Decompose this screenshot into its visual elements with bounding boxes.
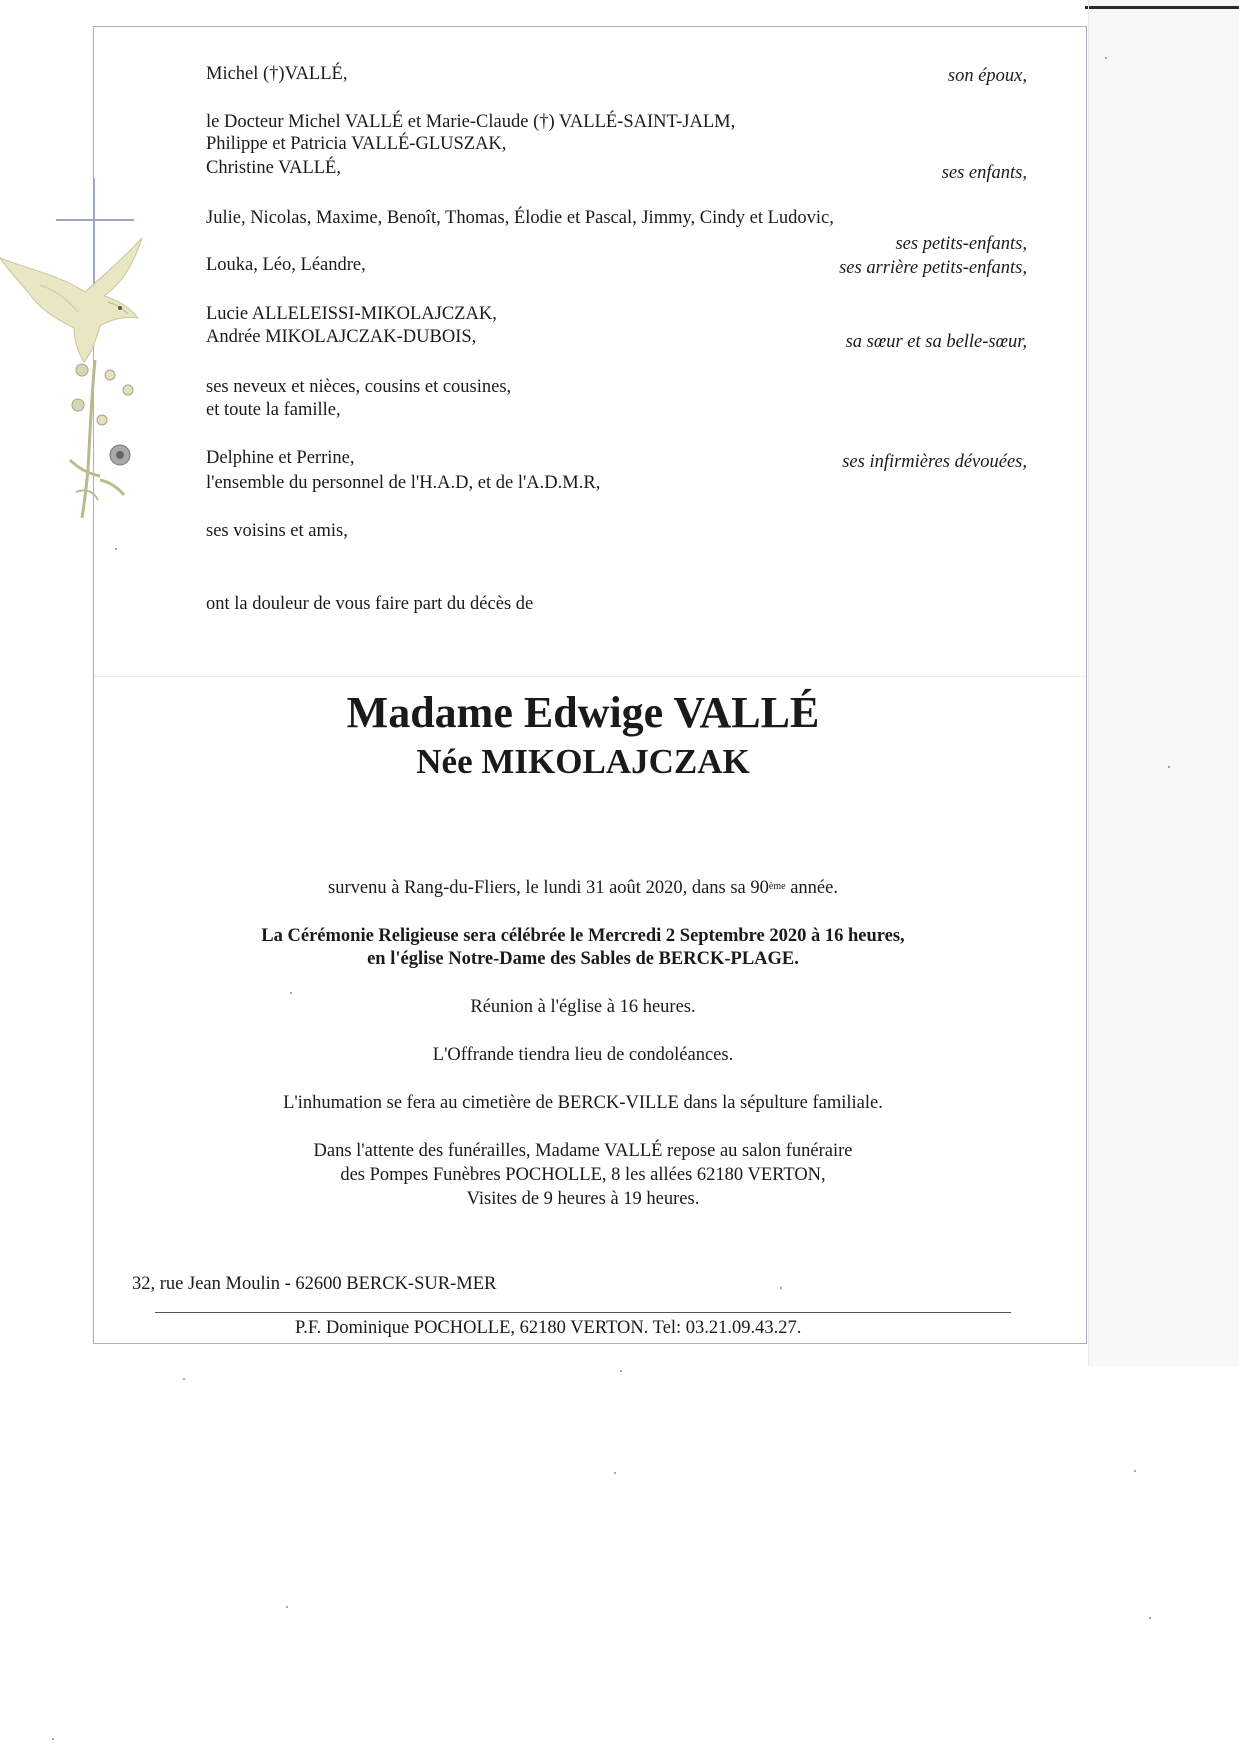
scan-edge-line xyxy=(1085,6,1239,9)
scan-speck xyxy=(780,1287,782,1289)
death-details: survenu à Rang-du-Fliers, le lundi 31 août 2020, dans sa 90ème année. xyxy=(328,878,838,898)
spouse-name: Michel (†)VALLÉ, xyxy=(206,64,348,84)
scan-speck xyxy=(286,1606,288,1608)
scan-speck xyxy=(620,1370,622,1372)
child-line-2: Philippe et Patricia VALLÉ-GLUSZAK, xyxy=(206,134,507,154)
footer-rule xyxy=(155,1312,1011,1313)
child-line-3: Christine VALLÉ, xyxy=(206,158,341,178)
scan-speck xyxy=(290,992,292,994)
children-relation: ses enfants, xyxy=(941,163,1027,183)
great-grandchildren-relation: ses arrière petits-enfants, xyxy=(839,258,1027,278)
deceased-name: Madame Edwige VALLÉ xyxy=(346,688,820,737)
scan-speck xyxy=(1134,1470,1136,1472)
burial-line: L'inhumation se fera au cimetière de BERCK-VILLE dans la sépulture familiale. xyxy=(283,1093,883,1113)
rest-line-1: Dans l'attente des funérailles, Madame VALLÉ repose au salon funéraire xyxy=(313,1141,853,1161)
care-staff-line: l'ensemble du personnel de l'H.A.D, et de l'A.D.M.R, xyxy=(206,473,601,493)
announcement-intro: ont la douleur de vous faire part du décès de xyxy=(206,594,534,614)
dove-icon xyxy=(0,230,175,520)
fold-line xyxy=(94,676,1086,677)
address-line: 32, rue Jean Moulin - 62600 BERCK-SUR-MER xyxy=(132,1274,497,1294)
child-line-1: le Docteur Michel VALLÉ et Marie-Claude (†) VALLÉ-SAINT-JALM, xyxy=(206,112,736,132)
relatives-line-2: et toute la famille, xyxy=(206,400,341,420)
nurses-names: Delphine et Perrine, xyxy=(206,448,355,468)
ceremony-line-2: en l'église Notre-Dame des Sables de BERCK-PLAGE. xyxy=(367,949,799,969)
scan-speck xyxy=(183,1378,185,1380)
spouse-relation: son époux, xyxy=(947,66,1027,86)
sister-in-law-name: Andrée MIKOLAJCZAK-DUBOIS, xyxy=(206,327,477,347)
meeting-line: Réunion à l'église à 16 heures. xyxy=(470,997,696,1017)
rest-line-2: des Pompes Funèbres POCHOLLE, 8 les allées 62180 VERTON, xyxy=(340,1165,826,1185)
rest-line-3: Visites de 9 heures à 19 heures. xyxy=(466,1189,700,1209)
nurses-relation: ses infirmières dévouées, xyxy=(842,452,1027,472)
neighbours-line: ses voisins et amis, xyxy=(206,521,348,541)
grandchildren-relation: ses petits-enfants, xyxy=(895,234,1027,254)
grandchildren-names: Julie, Nicolas, Maxime, Benoît, Thomas, Élodie et Pascal, Jimmy, Cindy et Ludovic, xyxy=(206,208,834,228)
ceremony-line-1: La Cérémonie Religieuse sera célébrée le Mercredi 2 Septembre 2020 à 16 heures, xyxy=(261,926,905,946)
scan-speck xyxy=(1168,766,1170,768)
scan-speck xyxy=(115,548,117,550)
relatives-line-1: ses neveux et nièces, cousins et cousines, xyxy=(206,377,512,397)
offering-line: L'Offrande tiendra lieu de condoléances. xyxy=(432,1045,734,1065)
scan-speck xyxy=(1105,57,1107,59)
sister-name: Lucie ALLELEISSI-MIKOLAJCZAK, xyxy=(206,304,497,324)
scan-speck xyxy=(614,1472,616,1474)
funeral-home-line: P.F. Dominique POCHOLLE, 62180 VERTON. Tel: 03.21.09.43.27. xyxy=(295,1318,802,1338)
great-grandchildren-names: Louka, Léo, Léandre, xyxy=(206,255,366,275)
scan-speck xyxy=(1149,1617,1151,1619)
deceased-birth-name: Née MIKOLAJCZAK xyxy=(416,742,750,781)
scan-speck xyxy=(52,1738,54,1740)
sisters-relation: sa sœur et sa belle-sœur, xyxy=(845,332,1027,352)
